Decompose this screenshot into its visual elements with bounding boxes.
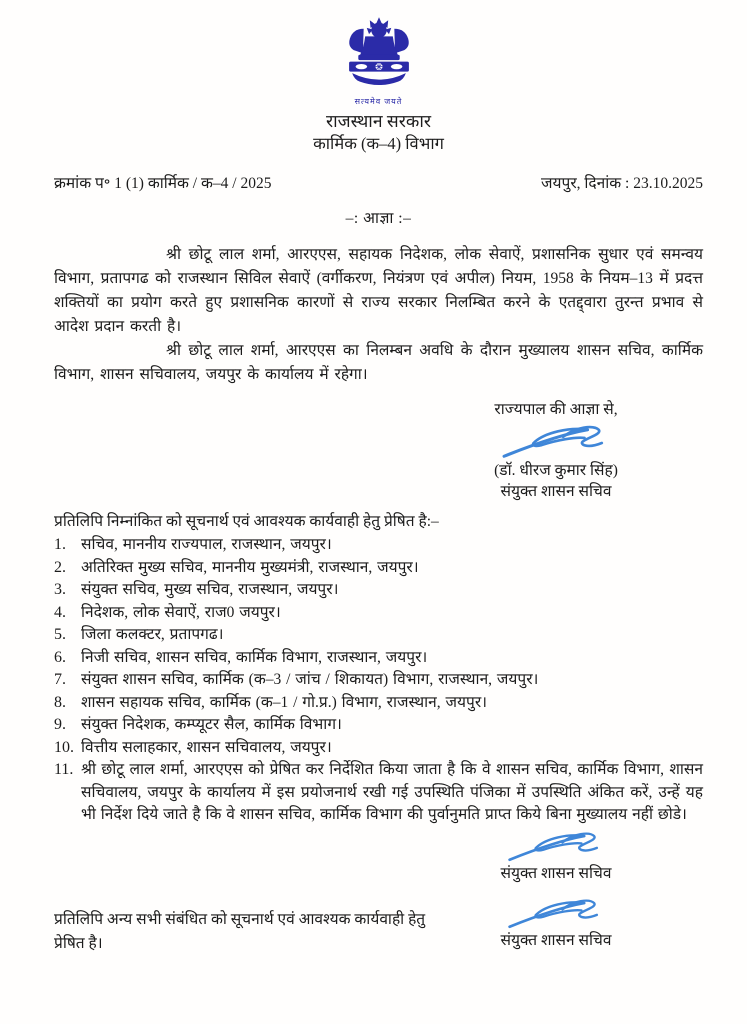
- reference-number: क्रमांक प॰ 1 (1) कार्मिक / क–4 / 2025: [54, 175, 272, 192]
- distribution-item: [54, 624, 703, 647]
- item-number: 4.: [54, 603, 66, 621]
- sign-off-block-2: [451, 894, 661, 951]
- order-title: –: आज्ञा :–: [345, 210, 412, 227]
- item-text: निजी सचिव, शासन सचिव, कार्मिक विभाग, राजस्थान, जयपुर।: [81, 648, 428, 666]
- distribution-list: [54, 534, 703, 827]
- sign-off-title: संयुक्त शासन सचिव: [500, 864, 612, 882]
- item-number: 2.: [54, 558, 66, 576]
- distribution-item: [54, 759, 703, 827]
- signature-scribble-icon: [500, 422, 612, 462]
- distribution-item: [54, 579, 703, 602]
- distribution-item: [54, 647, 703, 670]
- item-text: अतिरिक्त मुख्य सचिव, माननीय मुख्यमंत्री, राजस्थान, जयपुर।: [81, 558, 419, 576]
- distribution-item: [54, 602, 703, 625]
- distribution-heading: प्रतिलिपि निम्नांकित को सूचनार्थ एवं आवश्यक कार्यवाही हेतु प्रेषित है:–: [54, 513, 439, 530]
- item-number: 9.: [54, 716, 66, 733]
- signature-scribble-icon: [506, 829, 606, 865]
- item-text: शासन सहायक सचिव, कार्मिक (क–1 / गो.प्र.) विभाग, राजस्थान, जयपुर।: [81, 693, 488, 711]
- item-text: सचिव, माननीय राज्यपाल, राजस्थान, जयपुर।: [81, 536, 332, 553]
- footer-note: प्रतिलिपि अन्य सभी संबंधित को सूचनार्थ एवं आवश्यक कार्यवाही हेतु प्रेषित है।: [54, 910, 426, 952]
- item-number: 1.: [54, 536, 66, 553]
- order-paragraph: श्री छोटू लाल शर्मा, आरएएस का निलम्बन अवधि के दौरान मुख्यालय शासन सचिव, कार्मिक विभाग, शासन सचिवालय, जयपुर के कार्यालय में रहेगा।: [54, 342, 703, 383]
- distribution-item: [54, 692, 703, 715]
- department-name: कार्मिक (क–4) विभाग: [313, 134, 444, 153]
- sign-off-block-1: [451, 829, 661, 884]
- distribution-item: [54, 557, 703, 580]
- item-text: श्री छोटू लाल शर्मा, आरएएस को प्रेषित कर निर्देशित किया जाता है कि वे शासन सचिव, कार्मिक विभाग, शासन सचिवालय, जयपुर के कार्यालय में इस प्रयोजनार्थ रखी गई उपस्थिति पंजिका में उपस्थिति अंकित करें, उन्हें यह भी निर्देश दिये जाते है कि वे शासन सचिव, कार्मिक विभाग की पुर्वानुमति प्राप्त किये बिना मुख्यालय नहीं छोडे।: [81, 761, 703, 823]
- government-name: राजस्थान सरकार: [325, 111, 432, 131]
- signatory-name: (डॉ. धीरज कुमार सिंह): [494, 462, 618, 479]
- item-number: 6.: [54, 648, 66, 666]
- item-number: 10.: [54, 738, 74, 756]
- item-text: निदेशक, लोक सेवाऐं, राज0 जयपुर।: [81, 603, 281, 621]
- letterhead: [54, 14, 703, 154]
- distribution-item: [54, 714, 703, 737]
- item-text: जिला कलक्टर, प्रतापगढ।: [81, 626, 224, 643]
- signature-scribble-icon: [506, 896, 606, 932]
- item-text: संयुक्त निदेशक, कम्प्यूटर सैल, कार्मिक विभाग।: [81, 716, 342, 733]
- item-number: 11.: [54, 761, 74, 778]
- distribution-item: [54, 737, 703, 760]
- order-paragraph: श्री छोटू लाल शर्मा, आरएएस, सहायक निदेशक, लोक सेवाऐं, प्रशासनिक सुधार एवं समन्वय विभाग, प्रतापगढ को राजस्थान सिविल सेवाऐं (वर्गीकरण, नियंत्रण एवं अपील) नियम, 1958 के नियम–13 में प्रदत्त शक्तियों का प्रयोग करते हुए प्रशासनिक कारणों से राज्य सरकार निलम्बित करने के एतद्द्वारा तुरन्त प्रभाव से आदेश प्रदान करती है।: [54, 246, 703, 335]
- footer-row: [54, 894, 703, 956]
- distribution-item: [54, 534, 703, 557]
- signatory-title: संयुक्त शासन सचिव: [500, 483, 612, 500]
- reference-row: [54, 171, 703, 193]
- place-and-date: जयपुर, दिनांक : 23.10.2025: [541, 175, 703, 192]
- emblem-motto: सत्यमेव जयते: [354, 97, 403, 106]
- item-number: 7.: [54, 671, 66, 688]
- item-text: वित्तीय सलाहकार, शासन सचिवालय, जयपुर।: [81, 738, 332, 756]
- item-number: 8.: [54, 693, 66, 711]
- by-order-line: राज्यपाल की आज्ञा से,: [494, 401, 618, 418]
- national-emblem-icon: [333, 14, 425, 94]
- authority-signature-block: [451, 399, 661, 502]
- sign-off-title: संयुक्त शासन सचिव: [500, 931, 612, 949]
- item-number: 5.: [54, 626, 66, 643]
- item-text: संयुक्त सचिव, मुख्य सचिव, राजस्थान, जयपुर।: [81, 581, 339, 598]
- item-text: संयुक्त शासन सचिव, कार्मिक (क–3 / जांच / शिकायत) विभाग, राजस्थान, जयपुर।: [81, 671, 539, 688]
- item-number: 3.: [54, 581, 66, 598]
- distribution-item: [54, 669, 703, 692]
